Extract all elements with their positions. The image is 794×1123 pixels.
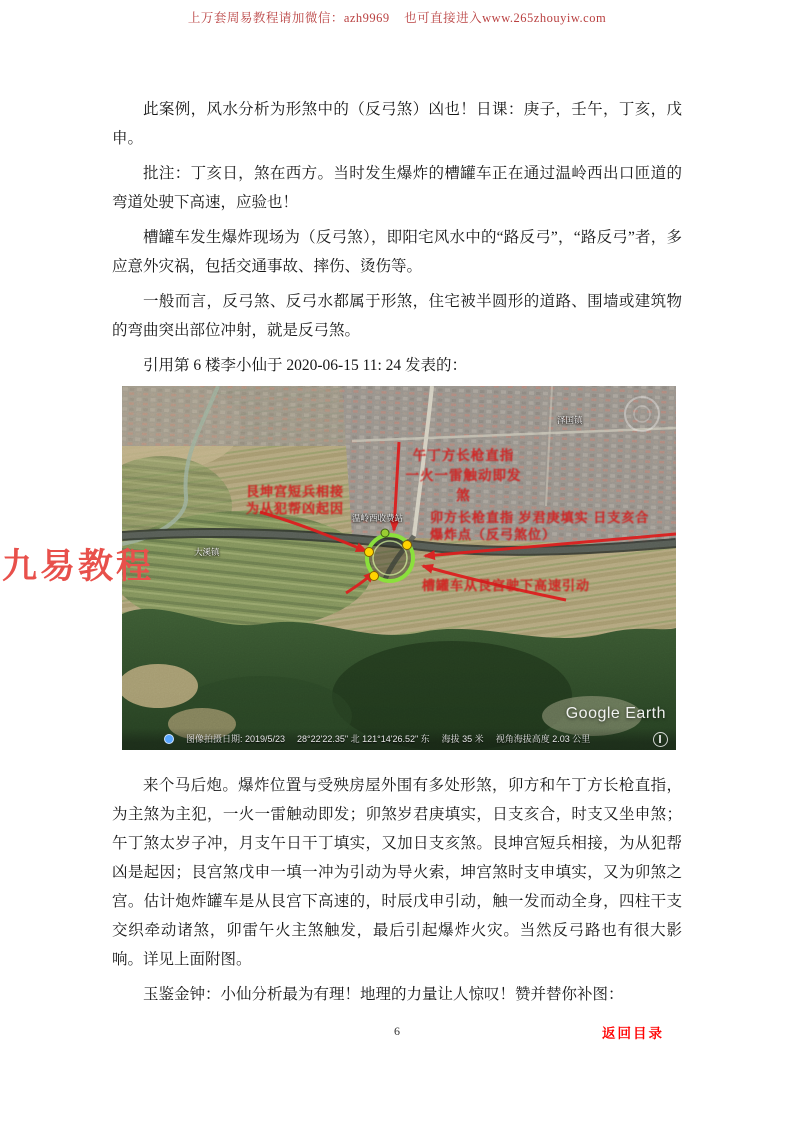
watermark-jiuyi-jiaocheng: 九易教程: [2, 547, 155, 586]
yellow-pin-icon: [365, 548, 374, 557]
map-annotation-top-line3: 煞: [456, 488, 471, 503]
map-annotation-right: [430, 509, 649, 543]
map-label-town-w: 大溪镇: [194, 547, 220, 557]
google-earth-logo: Google Earth: [565, 705, 666, 722]
satellite-map-image: [122, 386, 676, 750]
paragraph-case-intro: 此案例，风水分析为形煞中的（反弓煞）凶也！日课：庚子，壬午，丁亥，戊申。: [112, 101, 682, 147]
paragraph-reply: 玉鉴金钟：小仙分析最为有理！地理的力量让人惊叹！赞并替你补图：: [143, 986, 624, 1003]
map-annotation-left-line1: 艮坤宫短兵相接: [246, 484, 345, 499]
paragraph-analysis: 来个马后炮。爆炸位置与受殃房屋外围有多处形煞，卯方和午丁方长枪直指，为主煞为主犯，一火一雷触动即发；卯煞岁君庚填实，日支亥合，时支又坐申煞；午丁煞太岁子冲，月支午日干丁填实，又加日支亥煞。艮坤宫短兵相接，为从犯帮凶是起因；艮宫煞戊申一填一冲为引动为导火索，坤宫煞时支申填实，又为卯煞之宫。估计炮炸罐车是从艮宫下高速的，时辰戊申引动，触一发而动全身，四柱干支交织牵动诸煞，卯雷午火主煞触发，最后引起爆炸火灾。当然反弓路也有很大影响。详见上面附图。: [112, 777, 682, 968]
status-eye-altitude: 视角海拔高度 2.03 公里: [495, 733, 591, 744]
satellite-map-graphic: [122, 386, 676, 750]
status-coordinates: 28°22'22.35" 北 121°14'26.52" 东: [297, 733, 430, 744]
map-annotation-right-line1: 卯方长枪直指 岁君庚填实 日支亥合: [430, 510, 650, 525]
paragraph-definition: 一般而言，反弓煞、反弓水都属于形煞，住宅被半圆形的道路、围墙或建筑物的弯曲突出部位冲射，就是反弓煞。: [112, 293, 682, 339]
status-capture-date: 图像拍摄日期: 2019/5/23: [186, 733, 286, 744]
document-body: [112, 95, 682, 1015]
map-annotation-bottom: 槽罐车从艮宫驶下高速引动: [422, 578, 591, 593]
status-elevation: 海拔 35 米: [441, 733, 484, 744]
map-status-bar: [122, 728, 676, 750]
map-annotation-top-line1: 午丁方长枪直指: [412, 448, 515, 463]
yellow-pin-icon: [370, 572, 379, 581]
compass-icon: [653, 732, 668, 747]
capture-date-dot-icon: [164, 734, 174, 744]
paragraph-annotation: 批注：丁亥日，煞在西方。当时发生爆炸的槽罐车正在通过温岭西出口匝道的弯道处驶下高速，应验也！: [112, 165, 682, 211]
page-number: 6: [394, 1024, 400, 1038]
paragraph-explosion: 槽罐车发生爆炸现场为（反弓煞），即阳宅风水中的“路反弓”，“路反弓”者，多应意外灾祸，包括交通事故、摔伤、烫伤等。: [112, 229, 682, 275]
map-annotation-top-line2: 一火一雷触动即发: [405, 468, 522, 483]
yellow-pin-icon: [403, 541, 412, 550]
back-to-toc-link[interactable]: 返回目录: [602, 1026, 664, 1041]
map-label-town-ne: 泽国镇: [557, 415, 583, 425]
map-label-tollgate: 温岭西收费站: [352, 513, 404, 523]
map-annotation-right-line2: 爆炸点（反弓煞位）: [430, 527, 557, 542]
map-annotation-left-line2: 为从犯帮凶起因: [246, 501, 345, 516]
paragraph-quote-source: 引用第 6 楼李小仙于 2020-06-15 11: 24 发表的：: [143, 357, 468, 374]
header-promo-text: 上万套周易教程请加微信：azh9969 也可直接进入www.265zhouyiw.com: [187, 11, 607, 25]
